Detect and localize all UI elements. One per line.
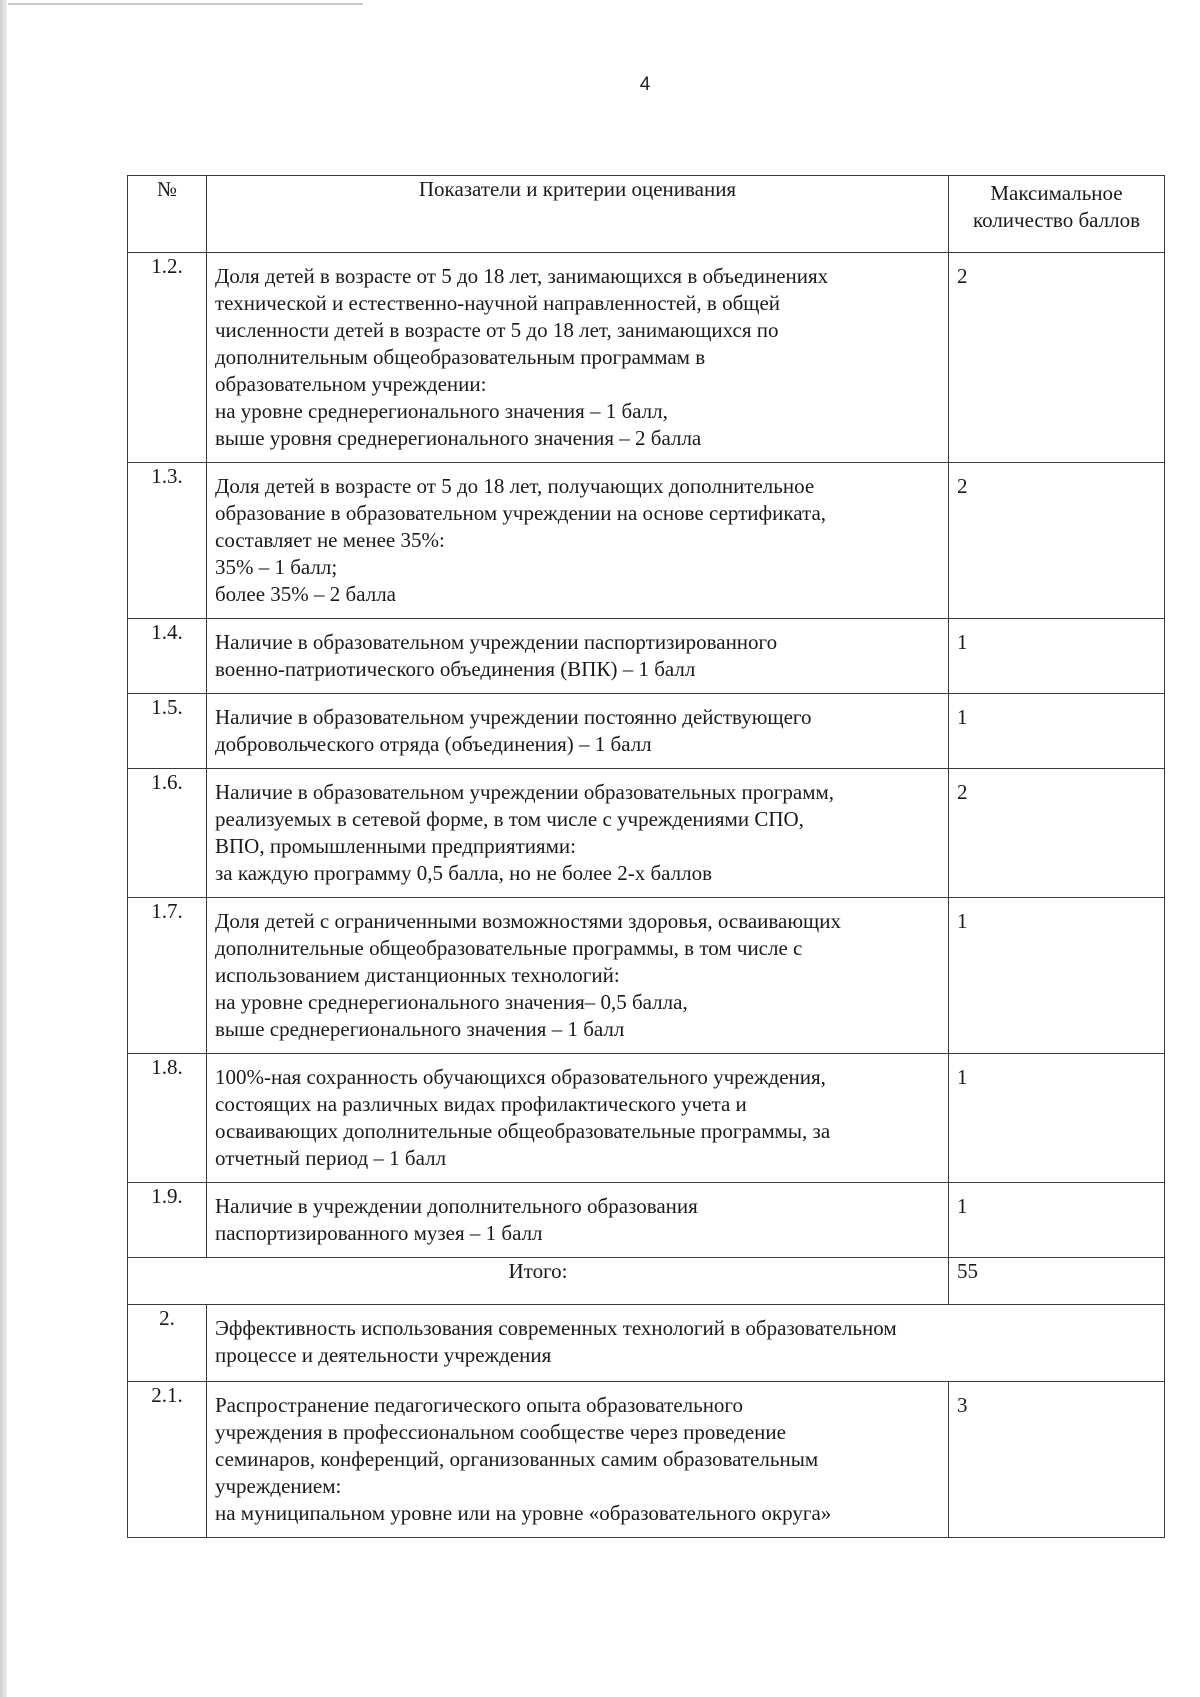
criteria-line: Наличие в учреждении дополнительного образования [215,1194,698,1218]
header-max-line1: Максимальное [990,181,1123,205]
criteria-line: Наличие в образовательном учреждении постоянно действующего [215,705,812,729]
section-title-line: Эффективность использования современных технологий в образовательном [215,1316,897,1340]
row-number: 1.8. [128,1054,207,1183]
header-max-line2: количество баллов [972,208,1141,232]
total-value: 55 [949,1258,1165,1305]
criteria-line: составляет не менее 35%: [215,528,445,552]
header-max-score [949,176,1165,253]
criteria-line: Наличие в образовательном учреждении паспортизированного [215,630,778,654]
row-number: 1.5. [128,694,207,769]
row-number: 1.3. [128,463,207,619]
criteria-line: Распространение педагогического опыта образовательного [215,1393,744,1417]
criteria-line: более 35% – 2 балла [215,582,396,606]
table-row [128,1382,1165,1538]
criteria-line: 35% – 1 балл; [215,555,338,579]
table-row [128,769,1165,898]
row-criteria [207,1054,949,1183]
criteria-line: Доля детей в возрасте от 5 до 18 лет, получающих дополнительное [215,474,815,498]
table-row [128,619,1165,694]
criteria-line: паспортизированного музея – 1 балл [215,1221,543,1245]
total-row [128,1258,1165,1305]
criteria-line: осваивающих дополнительные общеобразовательные программы, за [215,1119,831,1143]
criteria-line: Наличие в образовательном учреждении образовательных программ, [215,780,835,804]
section-number: 2. [128,1305,207,1382]
table-row [128,694,1165,769]
criteria-line: состоящих на различных видах профилактического учета и [215,1092,747,1116]
criteria-line: выше уровня среднерегионального значения – 2 балла [215,426,702,450]
row-max-score: 3 [949,1382,1165,1538]
row-criteria [207,1382,949,1538]
row-criteria [207,769,949,898]
row-max-score: 1 [949,1054,1165,1183]
criteria-line: 100%-ная сохранность обучающихся образовательного учреждения, [215,1065,826,1089]
section-row [128,1305,1165,1382]
header-criteria: Показатели и критерии оценивания [207,176,949,253]
table-header-row [128,176,1165,253]
row-number: 1.6. [128,769,207,898]
criteria-line: семинаров, конференций, организованных самим образовательным [215,1447,819,1471]
criteria-table [127,175,1165,1538]
row-max-score: 2 [949,253,1165,463]
table-row [128,463,1165,619]
criteria-line: образовательном учреждении: [215,372,487,396]
criteria-line: на уровне среднерегионального значения – 1 балл, [215,399,668,423]
row-max-score: 1 [949,898,1165,1054]
table-row [128,898,1165,1054]
criteria-line: учреждения в профессиональном сообществе через проведение [215,1420,786,1444]
row-criteria [207,694,949,769]
criteria-line: образование в образовательном учреждении на основе сертификата, [215,501,827,525]
row-criteria [207,253,949,463]
criteria-line: военно-патриотического объединения (ВПК) – 1 балл [215,657,696,681]
table-row [128,1183,1165,1258]
row-number: 1.7. [128,898,207,1054]
criteria-line: отчетный период – 1 балл [215,1146,447,1170]
table-body [128,253,1165,1258]
criteria-line: использованием дистанционных технологий: [215,963,620,987]
page-number: 4 [639,74,651,95]
criteria-line: дополнительным общеобразовательным программам в [215,345,706,369]
row-number: 1.2. [128,253,207,463]
row-max-score: 2 [949,463,1165,619]
row-number: 1.4. [128,619,207,694]
criteria-line: на уровне среднерегионального значения– 0,5 балла, [215,990,688,1014]
row-number: 1.9. [128,1183,207,1258]
section-title-line: процессе и деятельности учреждения [215,1343,552,1367]
row-criteria [207,898,949,1054]
criteria-line: учреждением: [215,1474,342,1498]
criteria-line: добровольческого отряда (объединения) – 1 балл [215,732,652,756]
header-rule [8,3,363,5]
criteria-line: Доля детей с ограниченными возможностями здоровья, осваивающих [215,909,841,933]
criteria-line: численности детей в возрасте от 5 до 18 лет, занимающихся по [215,318,779,342]
section-title [207,1305,1165,1382]
row-max-score: 1 [949,694,1165,769]
criteria-line: Доля детей в возрасте от 5 до 18 лет, занимающихся в объединениях [215,264,829,288]
total-label: Итого: [128,1258,949,1305]
scan-edge [0,0,7,1697]
row-max-score: 1 [949,1183,1165,1258]
table-row [128,1054,1165,1183]
criteria-line: на муниципальном уровне или на уровне «образовательного округа» [215,1501,832,1525]
row-criteria [207,1183,949,1258]
row-max-score: 2 [949,769,1165,898]
criteria-line: дополнительные общеобразовательные программы, в том числе с [215,936,803,960]
criteria-line: за каждую программу 0,5 балла, но не более 2-х баллов [215,861,713,885]
row-criteria [207,619,949,694]
criteria-line: технической и естественно-научной направленностей, в общей [215,291,781,315]
criteria-line: реализуемых в сетевой форме, в том числе с учреждениями СПО, [215,807,804,831]
row-criteria [207,463,949,619]
criteria-line: выше среднерегионального значения – 1 балл [215,1017,625,1041]
criteria-line: ВПО, промышленными предприятиями: [215,834,576,858]
row-max-score: 1 [949,619,1165,694]
header-number: № [128,176,207,253]
row-number: 2.1. [128,1382,207,1538]
table-row [128,253,1165,463]
